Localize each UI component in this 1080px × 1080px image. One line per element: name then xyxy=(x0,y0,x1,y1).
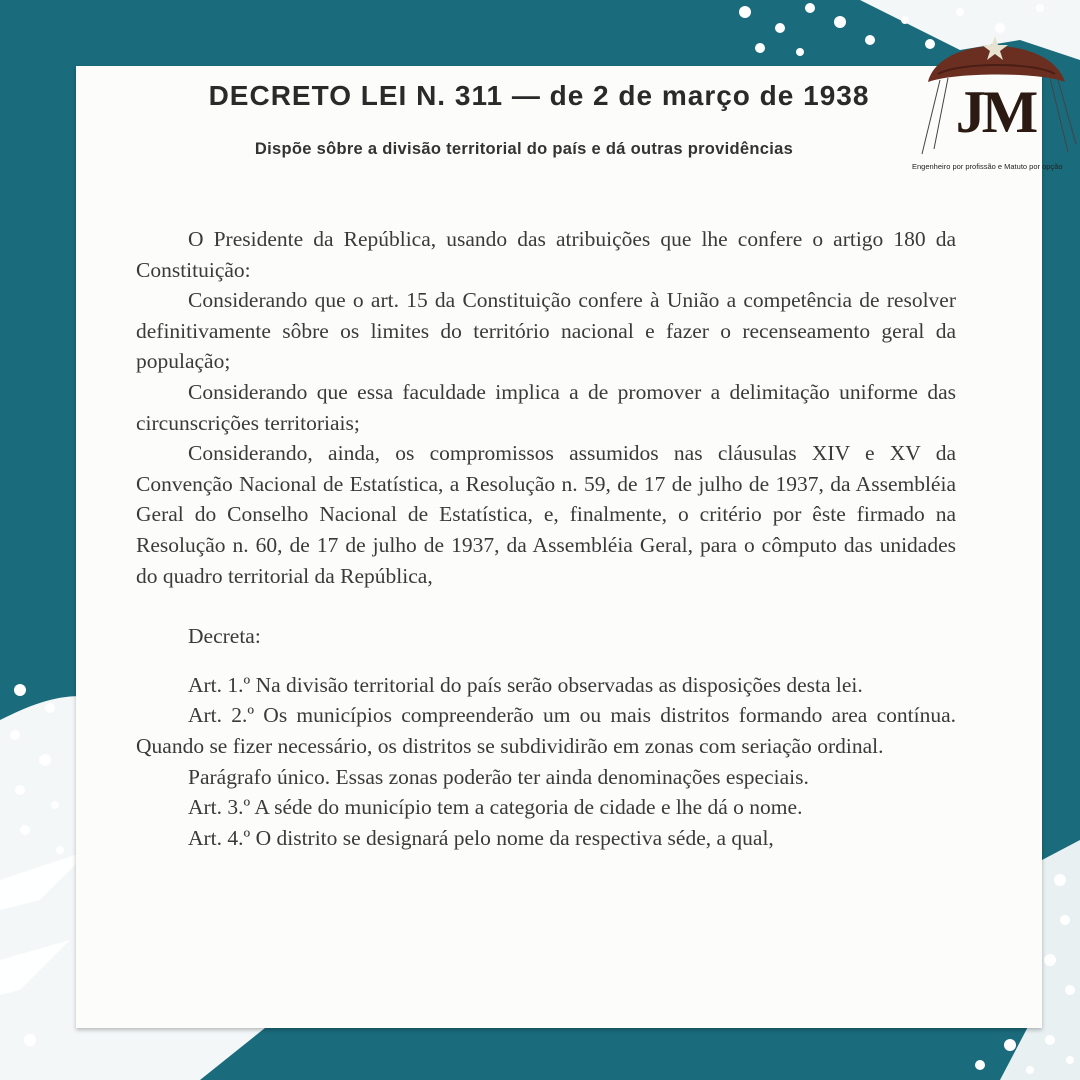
article-paragraph: Parágrafo único. Essas zonas poderão ter ainda denominações especiais. xyxy=(188,764,809,789)
article-paragraph: Art. 4.º O distrito se designará pelo nome da respectiva séde, a qual, xyxy=(188,825,774,850)
document-page xyxy=(76,66,1042,1028)
jm-logo xyxy=(900,14,1080,184)
decreta-heading: Decreta: xyxy=(188,624,261,649)
article-paragraph: Art. 3.º A séde do município tem a categoria de cidade e lhe dá o nome. xyxy=(188,795,803,820)
logo-monogram: JM xyxy=(955,79,1035,145)
decree-subtitle: Dispõe sôbre a divisão territorial do país e dá outras providências xyxy=(254,140,794,158)
article-paragraph: Art. 1.º Na divisão territorial do país serão observadas as disposições desta lei. xyxy=(188,672,863,697)
logo-tagline: Engenheiro por profissão e Matuto por opção xyxy=(912,162,1063,171)
decree-title: DECRETO LEI N. 311 — de 2 de março de 1938 xyxy=(208,80,870,111)
considering-paragraph: Considerando, ainda, os compromissos assumidos nas cláusulas XIV e XV da Convenção Nacional de Estatística, a Resolução n. 59, de 17 de julho de 1937, da Assembléia Geral do Conselho Nacional de Estatística, e, finalmente, o critério por êste firmado na Resolução n. 60, de 17 de julho de 1937, da Assembléia Geral, para o cômputo das unidades do quadro territorial da República, xyxy=(136,441,956,588)
decree-body xyxy=(136,224,956,853)
preamble-paragraph: O Presidente da República, usando das atribuições que lhe confere o artigo 180 da Constituição: xyxy=(136,227,956,282)
article-paragraph: Art. 2.º Os municípios compreenderão um ou mais distritos formando area contínua. Quando se fizer necessário, os distritos se subdividirão em zonas com seriação ordinal. xyxy=(136,703,956,758)
considering-paragraph: Considerando que o art. 15 da Constituição confere à União a competência de resolver definitivamente sôbre os limites do território nacional e fazer o recenseamento geral da população; xyxy=(136,288,956,374)
considering-paragraph: Considerando que essa faculdade implica a de promover a delimitação uniforme das circunscrições territoriais; xyxy=(136,379,956,435)
